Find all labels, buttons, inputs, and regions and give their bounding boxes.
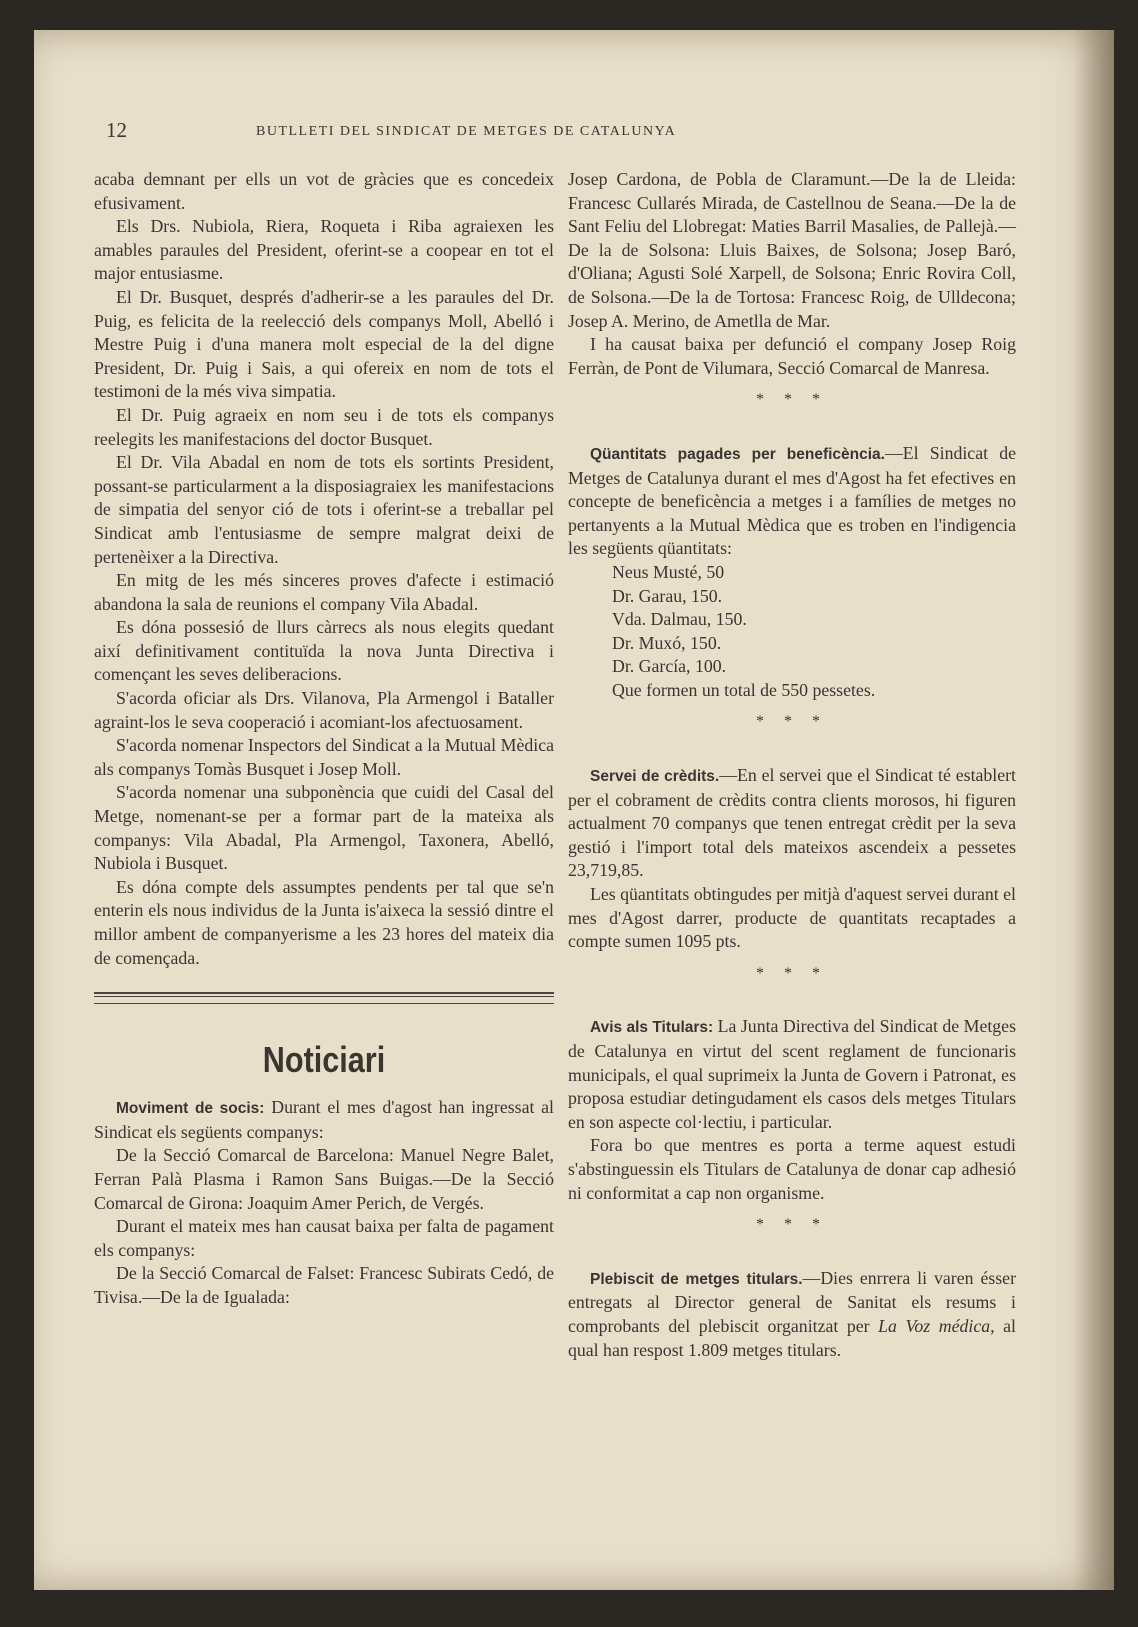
list-item: Dr. Muxó, 150.	[612, 632, 722, 653]
paragraph: Els Drs. Nubiola, Riera, Roqueta i Riba agraiexen les amables paraules del President, oferint-se a coopear en tot el major entusiasme.	[94, 216, 554, 284]
list-item: Dr. Garau, 150.	[612, 585, 723, 606]
page-number: 12	[106, 118, 127, 142]
paragraph: Josep Cardona, de Pobla de Claramunt.—De la de Lleida: Francesc Cullarés Mirada, de Castellnou de Seana.—De la de Sant Feliu del Llobregat: Maties Barril Masalies, de Pallejà.—De la de Solsona: Lluis Baixes, de Solsona; Josep Baró, d'Oliana; Agusti Solé Xarpell, de Solsona; Enric Rovira Coll, de Solsona.—De la de Tortosa: Francesc Roig, de Ulldecona; Josep A. Merino, de Ametlla de Mar.	[568, 169, 1016, 331]
publication-title: La Voz médica,	[878, 1315, 995, 1336]
runin-heading: Plebiscit de metges titulars.	[590, 1270, 803, 1288]
section-separator: * * *	[756, 391, 828, 409]
paragraph: Durant el mateix mes han causat baixa per falta de pagament els companys:	[94, 1216, 554, 1260]
paragraph: I ha causat baixa per defunció el company Josep Roig Ferràn, de Pont de Vilumara, Secció Comarcal de Manresa.	[568, 334, 1016, 378]
section-separator: * * *	[756, 964, 828, 982]
paragraph-quantitats	[568, 442, 1016, 561]
beneficencia-list	[568, 561, 1016, 703]
left-column	[94, 168, 554, 1310]
running-head: BUTLLETI DEL SINDICAT DE METGES DE CATALUNYA	[256, 124, 677, 139]
paragraph-text: La Junta Directiva del Sindicat de Metges de Catalunya en virtut del scent reglament de funcionaris municipals, el qual suprimeix la Junta de Govern i Patronat, es proposa estudiar detingudament els casos dels metges Titulars en son aspecte col·lectiu, i particular.	[568, 1016, 1016, 1132]
paragraph: acaba demnant per ells un vot de gràcies que es concedeix efusivament.	[94, 169, 554, 213]
paragraph: Es dóna compte dels assumptes pendents per tal que se'n enterin els nous individus de la Junta is'aixeca la sessió dintre el millor ambent de companyerisme a les 23 hores del mateix dia de començada.	[94, 876, 554, 968]
paragraph: S'acorda oficiar als Drs. Vilanova, Pla Armengol i Bataller agraint-los le seva cooperació i acomiant-los afectuosament.	[94, 688, 554, 732]
paragraph: Es dóna possesió de llurs càrrecs als nous elegits quedant així definitivament contituïda la nova Junta Directiva i començant les seves deliberacions.	[94, 617, 554, 685]
runin-heading: Avis als Titulars:	[590, 1019, 714, 1037]
list-item: Dr. García, 100.	[612, 656, 727, 677]
paragraph: S'acorda nomenar una subponència que cuidi del Casal del Metge, nomenant-se per a formar part de la mateixa als companys: Vila Abadal, Pla Armengol, Taxonera, Abelló, Nubiola i Busquet.	[94, 782, 554, 874]
paragraph: El Dr. Vila Abadal en nom de tots els sortints President, possant-se particularment a la disposiagraiex les manifestacions de simpatia del senyor ció de tots i oferint-se a treballar pel Sindicat amb l'entusiasme de sempre malgrat deixi de pertenèixer a la Directiva.	[94, 452, 554, 567]
paragraph-avis	[568, 1015, 1016, 1134]
paragraph: El Dr. Busquet, després d'adherir-se a les paraules del Dr. Puig, es felicita de la reelecció dels companys Moll, Abelló i Mestre Puig i d'una manera molt especial de la del digne President, Dr. Puig i Sais, a qui ofereix en nom de tots el testimoni de la més viva simpatia.	[94, 286, 554, 402]
section-separator: * * *	[756, 713, 828, 731]
paragraph-credits	[568, 764, 1016, 883]
paragraph: De la Secció Comarcal de Falset: Francesc Subirats Cedó, de Tivisa.—De la de Igualada:	[94, 1263, 554, 1307]
paragraph: De la Secció Comarcal de Barcelona: Manuel Negre Balet, Ferran Palà Plasma i Ramon Sans Buigas.—De la Secció Comarcal de Girona: Joaquim Amer Perich, de Vergés.	[94, 1145, 554, 1213]
runin-heading: Qüantitats pagades per beneficència.	[590, 445, 885, 463]
list-item: Neus Musté, 50	[612, 561, 725, 582]
paragraph: Les qüantitats obtingudes per mitjà d'aquest servei durant el mes d'Agost darrer, producte de quantitats recaptades a compte sumen 1095 pts.	[568, 884, 1016, 952]
paragraph-text: —Dies enrrera li varen ésser entregats al Director general de Sanitat els resums i comprobants del plebiscit organitzat per	[568, 1267, 1016, 1336]
section-separator: * * *	[756, 1216, 828, 1234]
paragraph: Fora bo que mentres es porta a terme aquest estudi s'abstinguessin els Titulars de Catalunya de donar cap adhesió ni conformitat a cap non organisme.	[568, 1135, 1016, 1203]
list-item: Vda. Dalmau, 150.	[612, 609, 747, 630]
list-total: Que formen un total de 550 pessetes.	[612, 679, 876, 700]
paragraph-text: al qual han respost 1.809 metges titulars.	[568, 1315, 1016, 1360]
right-column	[568, 168, 1016, 1362]
paragraph-plebiscit	[568, 1267, 1016, 1362]
paragraph: El Dr. Puig agraeix en nom seu i de tots els companys reelegits les manifestacions del doctor Busquet.	[94, 404, 554, 449]
paragraph: S'acorda nomenar Inspectors del Sindicat a la Mutual Mèdica als companys Tomàs Busquet i Josep Moll.	[94, 735, 554, 779]
double-rule	[94, 992, 554, 997]
rule	[94, 1003, 554, 1004]
book-spine-shadow	[1074, 30, 1114, 1590]
page-header	[106, 118, 926, 148]
paragraph-text: Durant el mes d'agost han ingressat al Sindicat els següents companys:	[94, 1097, 554, 1142]
paragraph-text: —El Sindicat de Metges de Catalunya durant el mes d'Agost ha fet efectives en concepte de beneficència a metges i a famílies de metges no pertanyents a la Mutual Mèdica que es troben en l'indigencia les següents qüantitats:	[568, 442, 1016, 559]
section-title: Noticiari	[262, 1039, 386, 1081]
paragraph-moviment	[94, 1096, 554, 1144]
runin-heading: Moviment de socis:	[116, 1100, 265, 1118]
runin-heading: Servei de crèdits.	[590, 768, 720, 786]
paragraph-text: —En el servei que el Sindicat té establert per el cobrament de crèdits contra clients morosos, hi figuren actualment 70 companys que tenen entregat crèdit per la seva gestió i l'import total dels mateixos ascendeix a pessetes 23,719,85.	[568, 765, 1016, 881]
paragraph: En mitg de les més sinceres proves d'afecte i estimació abandona la sala de reunions el company Vila Abadal.	[94, 570, 554, 614]
